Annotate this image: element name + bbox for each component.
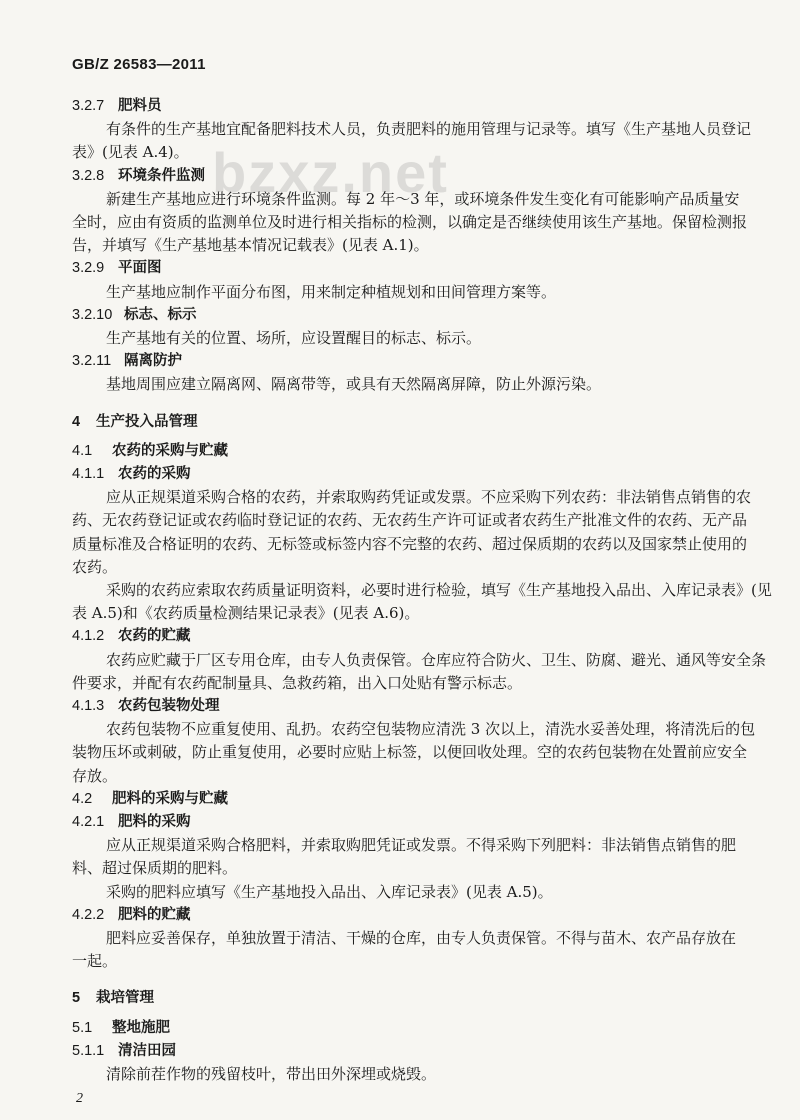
heading-4-1-1 (72, 464, 191, 484)
heading-5 (72, 988, 154, 1008)
section-number: 3.2.10 (72, 307, 113, 323)
paragraph-line: 生产基地有关的位置、场所，应设置醒目的标志、标示。 (106, 329, 482, 347)
section-title: 肥料的采购与贮藏 (112, 791, 228, 807)
heading-5-1 (72, 1018, 170, 1038)
paragraph-line: 采购的肥料应填写《生产基地投入品出、入库记录表》(见表 A.5)。 (106, 883, 553, 901)
paragraph-line: 装物压坏或刺破，防止重复使用，必要时应贴上标签，以便回收处理。空的农药包装物在处置前应安全 (72, 743, 748, 761)
paragraph-line: 料、超过保质期的肥料。 (72, 859, 238, 877)
section-number: 5.1 (72, 1020, 93, 1036)
section-title: 清洁田园 (118, 1043, 176, 1059)
paragraph-line: 质量标准及合格证明的农药、无标签或标签内容不完整的农药、超过保质期的农药以及国家禁止使用的 (72, 535, 748, 553)
heading-4-1-3 (72, 696, 220, 716)
heading-5-1-1 (72, 1041, 176, 1061)
heading-3-2-8 (72, 166, 205, 186)
section-title: 隔离防护 (124, 353, 182, 369)
page-number: 2 (76, 1091, 83, 1106)
section-number: 4.1.3 (72, 698, 105, 714)
section-title: 整地施肥 (112, 1020, 170, 1036)
paragraph-line: 应从正规渠道采购合格肥料，并索取购肥凭证或发票。不得采购下列肥料：非法销售点销售的肥 (106, 836, 737, 854)
section-number: 4.1.1 (72, 466, 105, 482)
paragraph-line: 基地周围应建立隔离网、隔离带等，或具有天然隔离屏障，防止外源污染。 (106, 375, 602, 393)
section-title: 农药的采购与贮藏 (112, 443, 228, 459)
section-title: 肥料的采购 (118, 814, 191, 830)
heading-4-1-2 (72, 626, 191, 646)
paragraph-line: 告，并填写《生产基地基本情况记载表》(见表 A.1)。 (72, 236, 429, 254)
paragraph-line: 存放。 (72, 767, 118, 785)
standard-code: GB/Z 26583—2011 (72, 56, 206, 73)
section-number: 5.1.1 (72, 1043, 105, 1059)
section-title: 肥料的贮藏 (118, 907, 191, 923)
paragraph-line: 农药。 (72, 558, 118, 576)
section-number: 4.2.2 (72, 907, 105, 923)
heading-3-2-10 (72, 305, 197, 325)
section-number: 5 (72, 990, 81, 1006)
section-title: 栽培管理 (96, 990, 154, 1006)
paragraph-line: 有条件的生产基地宜配备肥料技术人员，负责肥料的施用管理与记录等。填写《生产基地人员登记 (106, 120, 752, 138)
paragraph-line: 农药包装物不应重复使用、乱扔。农药空包装物应清洗 3 次以上，清洗水妥善处理，将清洗后的包 (106, 720, 756, 738)
section-number: 4.2.1 (72, 814, 105, 830)
heading-4 (72, 412, 198, 432)
section-number: 4.1 (72, 443, 93, 459)
heading-3-2-9 (72, 258, 162, 278)
paragraph-line: 清除前茬作物的残留枝叶，带出田外深埋或烧毁。 (106, 1065, 437, 1083)
heading-4-2-1 (72, 812, 191, 832)
paragraph-line: 表 A.5)和《农药质量检测结果记录表》(见表 A.6)。 (72, 604, 420, 622)
paragraph-line: 生产基地应制作平面分布图，用来制定种植规划和田间管理方案等。 (106, 283, 557, 301)
heading-3-2-7 (72, 96, 162, 116)
paragraph-line: 药、无农药登记证或农药临时登记证的农药、无农药生产许可证或者农药生产批准文件的农药、无产品 (72, 511, 748, 529)
paragraph-line: 农药应贮藏于厂区专用仓库，由专人负责保管。仓库应符合防火、卫生、防腐、避光、通风等安全条 (106, 651, 767, 669)
section-title: 环境条件监测 (118, 168, 205, 184)
heading-4-2-2 (72, 905, 191, 925)
section-number: 3.2.7 (72, 98, 105, 114)
section-number: 4 (72, 414, 81, 430)
section-number: 3.2.9 (72, 260, 105, 276)
section-number: 3.2.11 (72, 353, 112, 369)
paragraph-line: 采购的农药应索取农药质量证明资料，必要时进行检验，填写《生产基地投入品出、入库记录表》(见 (106, 581, 772, 599)
paragraph-line: 新建生产基地应进行环境条件监测。每 2 年～3 年，或环境条件发生变化有可能影响产品质量安 (106, 190, 740, 208)
paragraph-line: 肥料应妥善保存，单独放置于清洁、干燥的仓库，由专人负责保管。不得与苗木、农产品存放在 (106, 929, 737, 947)
section-title: 肥料员 (118, 98, 162, 114)
section-number: 4.2 (72, 791, 93, 807)
heading-3-2-11 (72, 351, 182, 371)
paragraph-line: 一起。 (72, 952, 118, 970)
section-number: 4.1.2 (72, 628, 105, 644)
section-number: 3.2.8 (72, 168, 105, 184)
watermark: bzxz.net (212, 141, 449, 204)
section-title: 农药的贮藏 (118, 628, 191, 644)
heading-4-2 (72, 789, 228, 809)
heading-4-1 (72, 441, 228, 461)
section-title: 农药的采购 (118, 466, 191, 482)
section-title: 平面图 (118, 260, 162, 276)
paragraph-line: 件要求，并配有农药配制量具、急救药箱，出入口处贴有警示标志。 (72, 674, 523, 692)
section-title: 农药包装物处理 (118, 698, 220, 714)
paragraph-line: 应从正规渠道采购合格的农药，并索取购药凭证或发票。不应采购下列农药：非法销售点销售的农 (106, 488, 752, 506)
paragraph-line: 全时，应由有资质的监测单位及时进行相关指标的检测，以确定是否继续使用该生产基地。保留检测报 (72, 213, 748, 231)
section-title: 标志、标示 (124, 307, 197, 323)
paragraph-line: 表》(见表 A.4)。 (72, 143, 189, 161)
section-title: 生产投入品管理 (96, 414, 198, 430)
